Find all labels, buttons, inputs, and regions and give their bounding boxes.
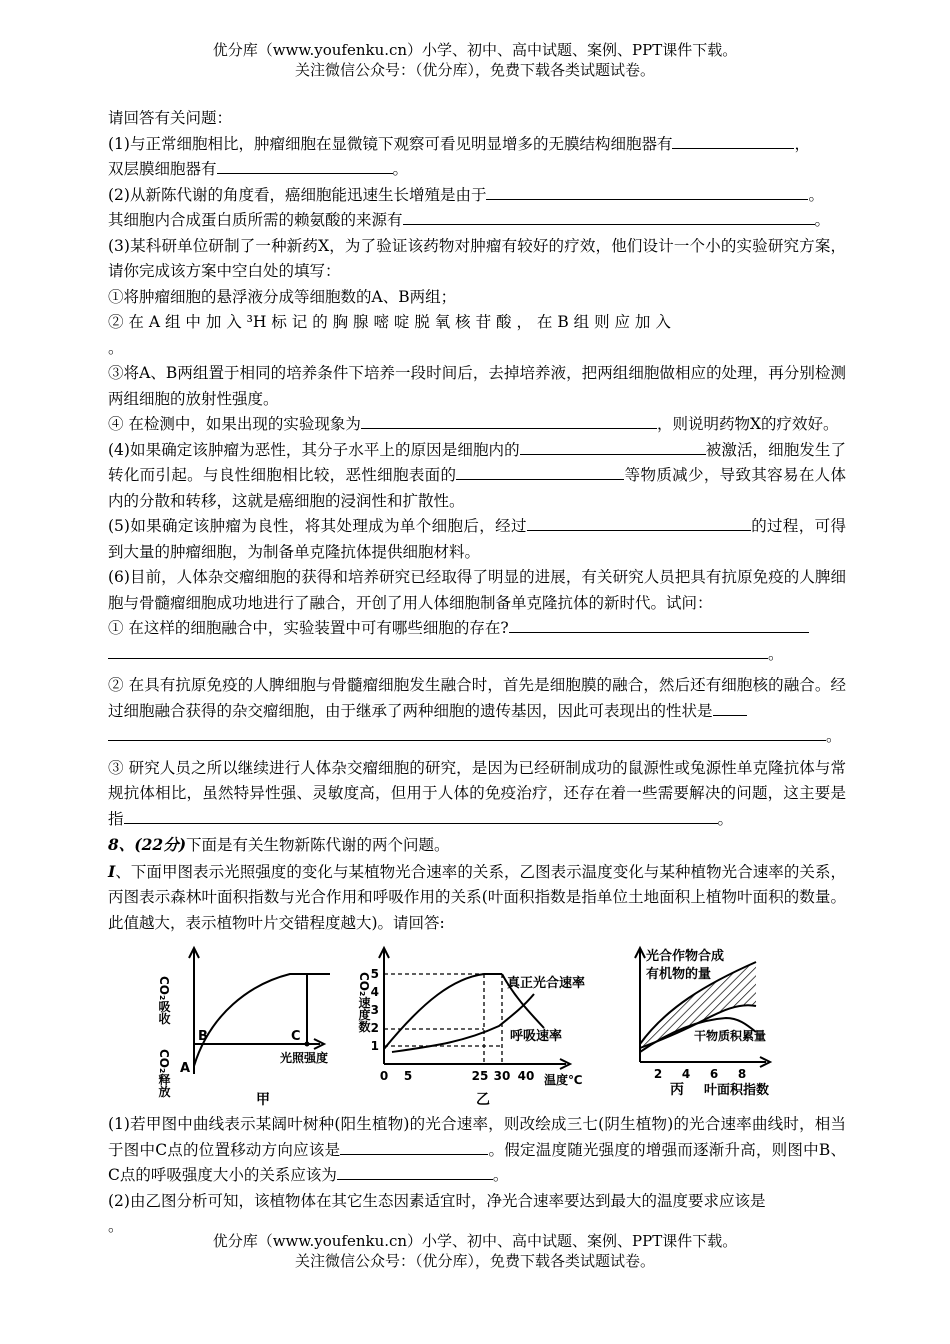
answer-blank[interactable] bbox=[108, 725, 826, 741]
q8-part1-desc: I、下面甲图表示光照强度的变化与某植物光合速率的关系，乙图表示温度变化与某种植物光合速率的关系，丙图表示森林叶面积指数与光合作用和呼吸作用的关系(叶面积指数是指单位土地面积上植物叶面积的数量。此值越大，表示植物叶片交错程度越大)。请回答: bbox=[108, 861, 846, 932]
point-a-label: A bbox=[180, 1061, 191, 1076]
q8-question1: (1)若甲图中曲线表示某阔叶树种(阳生植物)的光合速率，则改绘成三七(阴生植物)的光合速率曲线时，相当于图中C点的位置移动方向应该是 。假定温度随光强度的增强而逐渐升高，则图中B、C点的呼吸强度大小的关系应该为 。 bbox=[108, 1115, 846, 1184]
page-footer bbox=[0, 1231, 950, 1271]
x-axis-label: 叶面积指数 bbox=[704, 1083, 770, 1098]
q7-step1: ①将肿瘤细胞的悬浮液分成等细胞数的A、B两组； bbox=[108, 287, 457, 306]
y-axis-label-up: CO₂吸收 bbox=[157, 976, 171, 1025]
answer-blank[interactable] bbox=[527, 515, 751, 531]
x-tick-label: 8 bbox=[737, 1067, 747, 1081]
q7-step4: ④ 在检测中，如果出现的实验现象为 ，则说明药物X的疗效好。 bbox=[108, 415, 839, 433]
answer-blank[interactable] bbox=[520, 439, 706, 455]
x-tick-label: 25 bbox=[471, 1069, 489, 1083]
label-photosynthesis-total: 光合作物合成 bbox=[646, 949, 725, 964]
q7-part2: (2)从新陈代谢的角度看，癌细胞能迅速生长增殖是由于 。 其细胞内合成蛋白质所需的赖氨酸的来源有 。 bbox=[108, 185, 831, 229]
q7-part1: (1)与正常细胞相比，肿瘤细胞在显微镜下观察可看见明显增多的无膜结构细胞器有 ， 双层膜细胞器有 。 bbox=[108, 134, 810, 178]
y-tick-label: 2 bbox=[370, 1021, 379, 1035]
answer-blank[interactable] bbox=[403, 209, 815, 225]
q7-part6-3: ③ 研究人员之所以继续进行人体杂交瘤细胞的研究，是因为已经研制成功的鼠源性或兔源性单克隆抗体与常规抗体相比，虽然特异性强、灵敏度高，但用于人体的免疫治疗，还存在着一些需要解决的问题，这主要是指 。 bbox=[108, 758, 846, 828]
x-tick-label: 40 bbox=[517, 1069, 535, 1083]
q7-part5: (5)如果确定该肿瘤为良性，将其处理成为单个细胞后，经过 的过程，可得到大量的肿瘤细胞，为制备单克隆抗体提供细胞材料。 bbox=[108, 517, 846, 561]
q7-intro: 请回答有关问题： bbox=[108, 109, 233, 127]
x-tick-label: 30 bbox=[493, 1069, 511, 1083]
answer-blank[interactable] bbox=[486, 184, 808, 200]
q7-part6-2: ② 在具有抗原免疫的人脾细胞与骨髓瘤细胞发生融合时，首先是细胞膜的融合，然后还有细胞核的融合。经过细胞融合获得的杂交瘤细胞，由于继承了两种细胞的遗传基因，因此可表现出的性状是 bbox=[108, 676, 846, 720]
x-tick-label: 0 bbox=[379, 1069, 389, 1083]
answer-blank[interactable] bbox=[672, 133, 794, 149]
q8-title: 8、(22分)下面是有关生物新陈代谢的两个问题。 bbox=[108, 835, 450, 854]
figure-bing bbox=[626, 944, 846, 1112]
figure-caption: 甲 bbox=[256, 1092, 270, 1108]
q7-step2: ② 在 A 组 中 加 入 ³H 标 记 的 胸 腺 嘧 啶 脱 氧 核 苷 酸 ， 在 B 组 则 应 加 入 。 bbox=[108, 313, 671, 357]
y-tick-label: 3 bbox=[370, 1003, 379, 1017]
y-axis-label-down: CO₂释放 bbox=[157, 1049, 171, 1098]
q8-question2: (2)由乙图分析可知，该植物体在其它生态因素适宜时，净光合速率要达到最大的温度要求应该是 。 bbox=[108, 1191, 766, 1235]
q7-part6-1: ① 在这样的细胞融合中，实验装置中可有哪些细胞的存在? bbox=[108, 616, 846, 642]
y-axis-label: CO₂速度数 bbox=[357, 972, 371, 1033]
label-dry-matter: 干物质积累量 bbox=[694, 1029, 767, 1043]
answer-blank[interactable] bbox=[217, 158, 393, 174]
answer-blank[interactable] bbox=[509, 617, 809, 633]
point-b-label: B bbox=[198, 1029, 208, 1044]
answer-blank[interactable] bbox=[340, 1139, 488, 1155]
page-header bbox=[0, 40, 950, 80]
q7-step3: ③将A、B两组置于相同的培养条件下培养一段时间后，去掉培养液，把两组细胞做相应的处理，再分别检测两组细胞的放射性强度。 bbox=[108, 364, 846, 408]
footer-line-2: 关注微信公众号：（优分库），免费下载各类试题试卷。 bbox=[294, 1252, 655, 1270]
q7-part6-1-cont: 。 bbox=[108, 642, 846, 668]
x-tick-label: 5 bbox=[403, 1069, 413, 1083]
answer-blank[interactable] bbox=[361, 413, 657, 429]
label-organic-matter: 有机物的量 bbox=[646, 967, 712, 982]
figure-yi bbox=[354, 944, 604, 1112]
answer-blank[interactable] bbox=[124, 808, 718, 824]
figure-caption: 乙 bbox=[476, 1092, 490, 1108]
point-c-label: C bbox=[291, 1029, 301, 1044]
y-tick-label: 4 bbox=[370, 985, 379, 999]
x-axis-label: 温度℃ bbox=[544, 1073, 583, 1087]
figures-row bbox=[108, 944, 846, 1112]
footer-line-1: 优分库（www.youfenku.cn）小学、初中、高中试题、案例、PPT课件下载。 bbox=[212, 1232, 738, 1250]
x-tick-label: 2 bbox=[653, 1067, 663, 1081]
figure-caption: 丙 bbox=[670, 1082, 684, 1098]
answer-blank[interactable] bbox=[337, 1164, 493, 1180]
series-label-photosynthesis: 真正光合速率 bbox=[507, 976, 586, 991]
answer-blank[interactable] bbox=[456, 464, 624, 480]
y-tick-label: 1 bbox=[370, 1039, 379, 1053]
series-label-respiration: 呼吸速率 bbox=[510, 1029, 563, 1044]
q7-part6: (6)目前，人体杂交瘤细胞的获得和培养研究已经取得了明显的进展，有关研究人员把具有抗原免疫的人脾细胞与骨髓瘤细胞成功地进行了融合，开创了用人体细胞制备单克隆抗体的新时代。试问： bbox=[108, 568, 846, 612]
x-tick-label: 6 bbox=[709, 1067, 719, 1081]
q7-part6-2-cont: 。 bbox=[108, 724, 846, 750]
answer-blank[interactable] bbox=[108, 643, 768, 659]
answer-blank[interactable] bbox=[713, 700, 747, 716]
header-line-2: 关注微信公众号：（优分库），免费下载各类试题试卷。 bbox=[294, 61, 655, 79]
q7-part4: (4)如果确定该肿瘤为恶性，其分子水平上的原因是细胞内的 被激活，细胞发生了转化而引起。与良性细胞相比较，恶性细胞表面的 等物质减少，导致其容易在人体内的分散和转移，这就是癌细胞的浸润性和扩散性。 bbox=[108, 440, 846, 510]
y-tick-label: 5 bbox=[370, 967, 379, 981]
x-axis-label: 光照强度 bbox=[280, 1051, 329, 1065]
header-line-1: 优分库（www.youfenku.cn）小学、初中、高中试题、案例、PPT课件下载。 bbox=[212, 41, 738, 59]
q7-part3: (3)某科研单位研制了一种新药X，为了验证该药物对肿瘤有较好的疗效，他们设计一个小的实验研究方案，请你完成该方案中空白处的填写： bbox=[108, 236, 846, 280]
x-tick-label: 4 bbox=[681, 1067, 691, 1081]
document-body bbox=[108, 106, 846, 1240]
